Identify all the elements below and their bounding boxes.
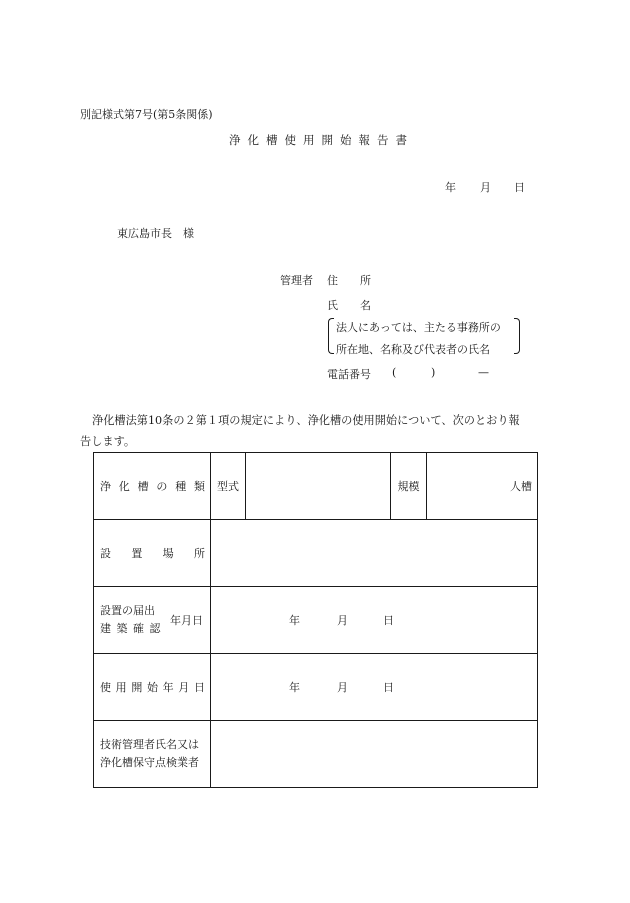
form-number: 別記様式第7号(第5条関係): [80, 108, 213, 121]
start-date-char: 用: [115, 681, 127, 694]
start-date-char: 開: [131, 681, 143, 694]
date-year: 年: [445, 181, 456, 194]
start-date-char: 年: [162, 681, 174, 694]
table-row-tank-type: [94, 453, 538, 520]
notification-date-label: [94, 587, 211, 654]
notification-label-suffix: 年月日: [170, 614, 203, 627]
tank-type-char: 浄: [100, 480, 111, 493]
corporate-note-line2: 所在地、名称及び代表者の氏名: [336, 343, 490, 356]
tank-type-char: 種: [175, 480, 187, 493]
phone-label: 電話番号: [327, 368, 371, 381]
notification-month: 月: [337, 614, 348, 627]
location-char: 所: [193, 547, 205, 560]
addressee: 東広島市長 様: [117, 227, 194, 240]
location-value-field[interactable]: [211, 520, 538, 587]
location-char: 設: [100, 547, 111, 560]
start-date-char: 日: [193, 681, 205, 694]
corporate-note-line1: 法人にあっては、主たる事務所の: [336, 321, 501, 334]
tank-type-label: [94, 453, 211, 520]
scale-value-field[interactable]: [427, 453, 538, 520]
manager-label: 管理者: [280, 274, 313, 287]
table-row-location: [94, 520, 538, 587]
table-row-notification-date: [94, 587, 538, 654]
scale-unit: 人槽: [510, 480, 532, 493]
name-label: 氏 名: [327, 299, 371, 312]
start-date-char: 始: [146, 681, 158, 694]
notification-date-field[interactable]: [211, 587, 538, 654]
start-date-field[interactable]: [211, 654, 538, 721]
model-value-field[interactable]: [246, 453, 391, 520]
start-date-char: 月: [178, 681, 190, 694]
technician-value-field[interactable]: [211, 721, 538, 788]
notification-label-line1: 設置の届出: [100, 604, 155, 617]
body-text-line2: 告します。: [80, 435, 136, 448]
date-month: 月: [480, 181, 491, 194]
notification-year: 年: [289, 614, 300, 627]
document-title: 浄化槽使用開始報告書: [229, 133, 414, 147]
start-date-label: [94, 654, 211, 721]
table-row-start-date: [94, 654, 538, 721]
table-row-technician: [94, 721, 538, 788]
address-label: 住 所: [327, 274, 371, 287]
location-char: 置: [131, 547, 143, 560]
tank-type-char: 槽: [137, 480, 149, 493]
phone-dash: —: [478, 366, 489, 379]
model-label: 型式: [211, 453, 246, 520]
tank-type-char: の: [156, 480, 168, 493]
technician-label-line2: 浄化槽保守点検業者: [100, 756, 199, 769]
scale-label: 規模: [391, 453, 427, 520]
date-day: 日: [514, 181, 525, 194]
tank-type-char: 化: [118, 480, 130, 493]
tank-type-char: 類: [193, 480, 205, 493]
start-month: 月: [337, 681, 348, 694]
start-date-char: 使: [100, 681, 111, 694]
phone-close-paren: ): [431, 366, 436, 379]
start-day: 日: [383, 681, 394, 694]
body-text-line1: 浄化槽法第10条の２第１項の規定により、浄化槽の使用開始について、次のとおり報: [92, 414, 520, 427]
location-label: [94, 520, 211, 587]
location-char: 場: [162, 547, 174, 560]
technician-label: [94, 721, 211, 788]
technician-label-line1: 技術管理者氏名又は: [100, 738, 199, 751]
report-table: [93, 452, 538, 788]
phone-open-paren: (: [392, 366, 397, 379]
notification-label-line2: 建 築 確 認: [100, 622, 162, 635]
notification-day: 日: [383, 614, 394, 627]
start-year: 年: [289, 681, 300, 694]
